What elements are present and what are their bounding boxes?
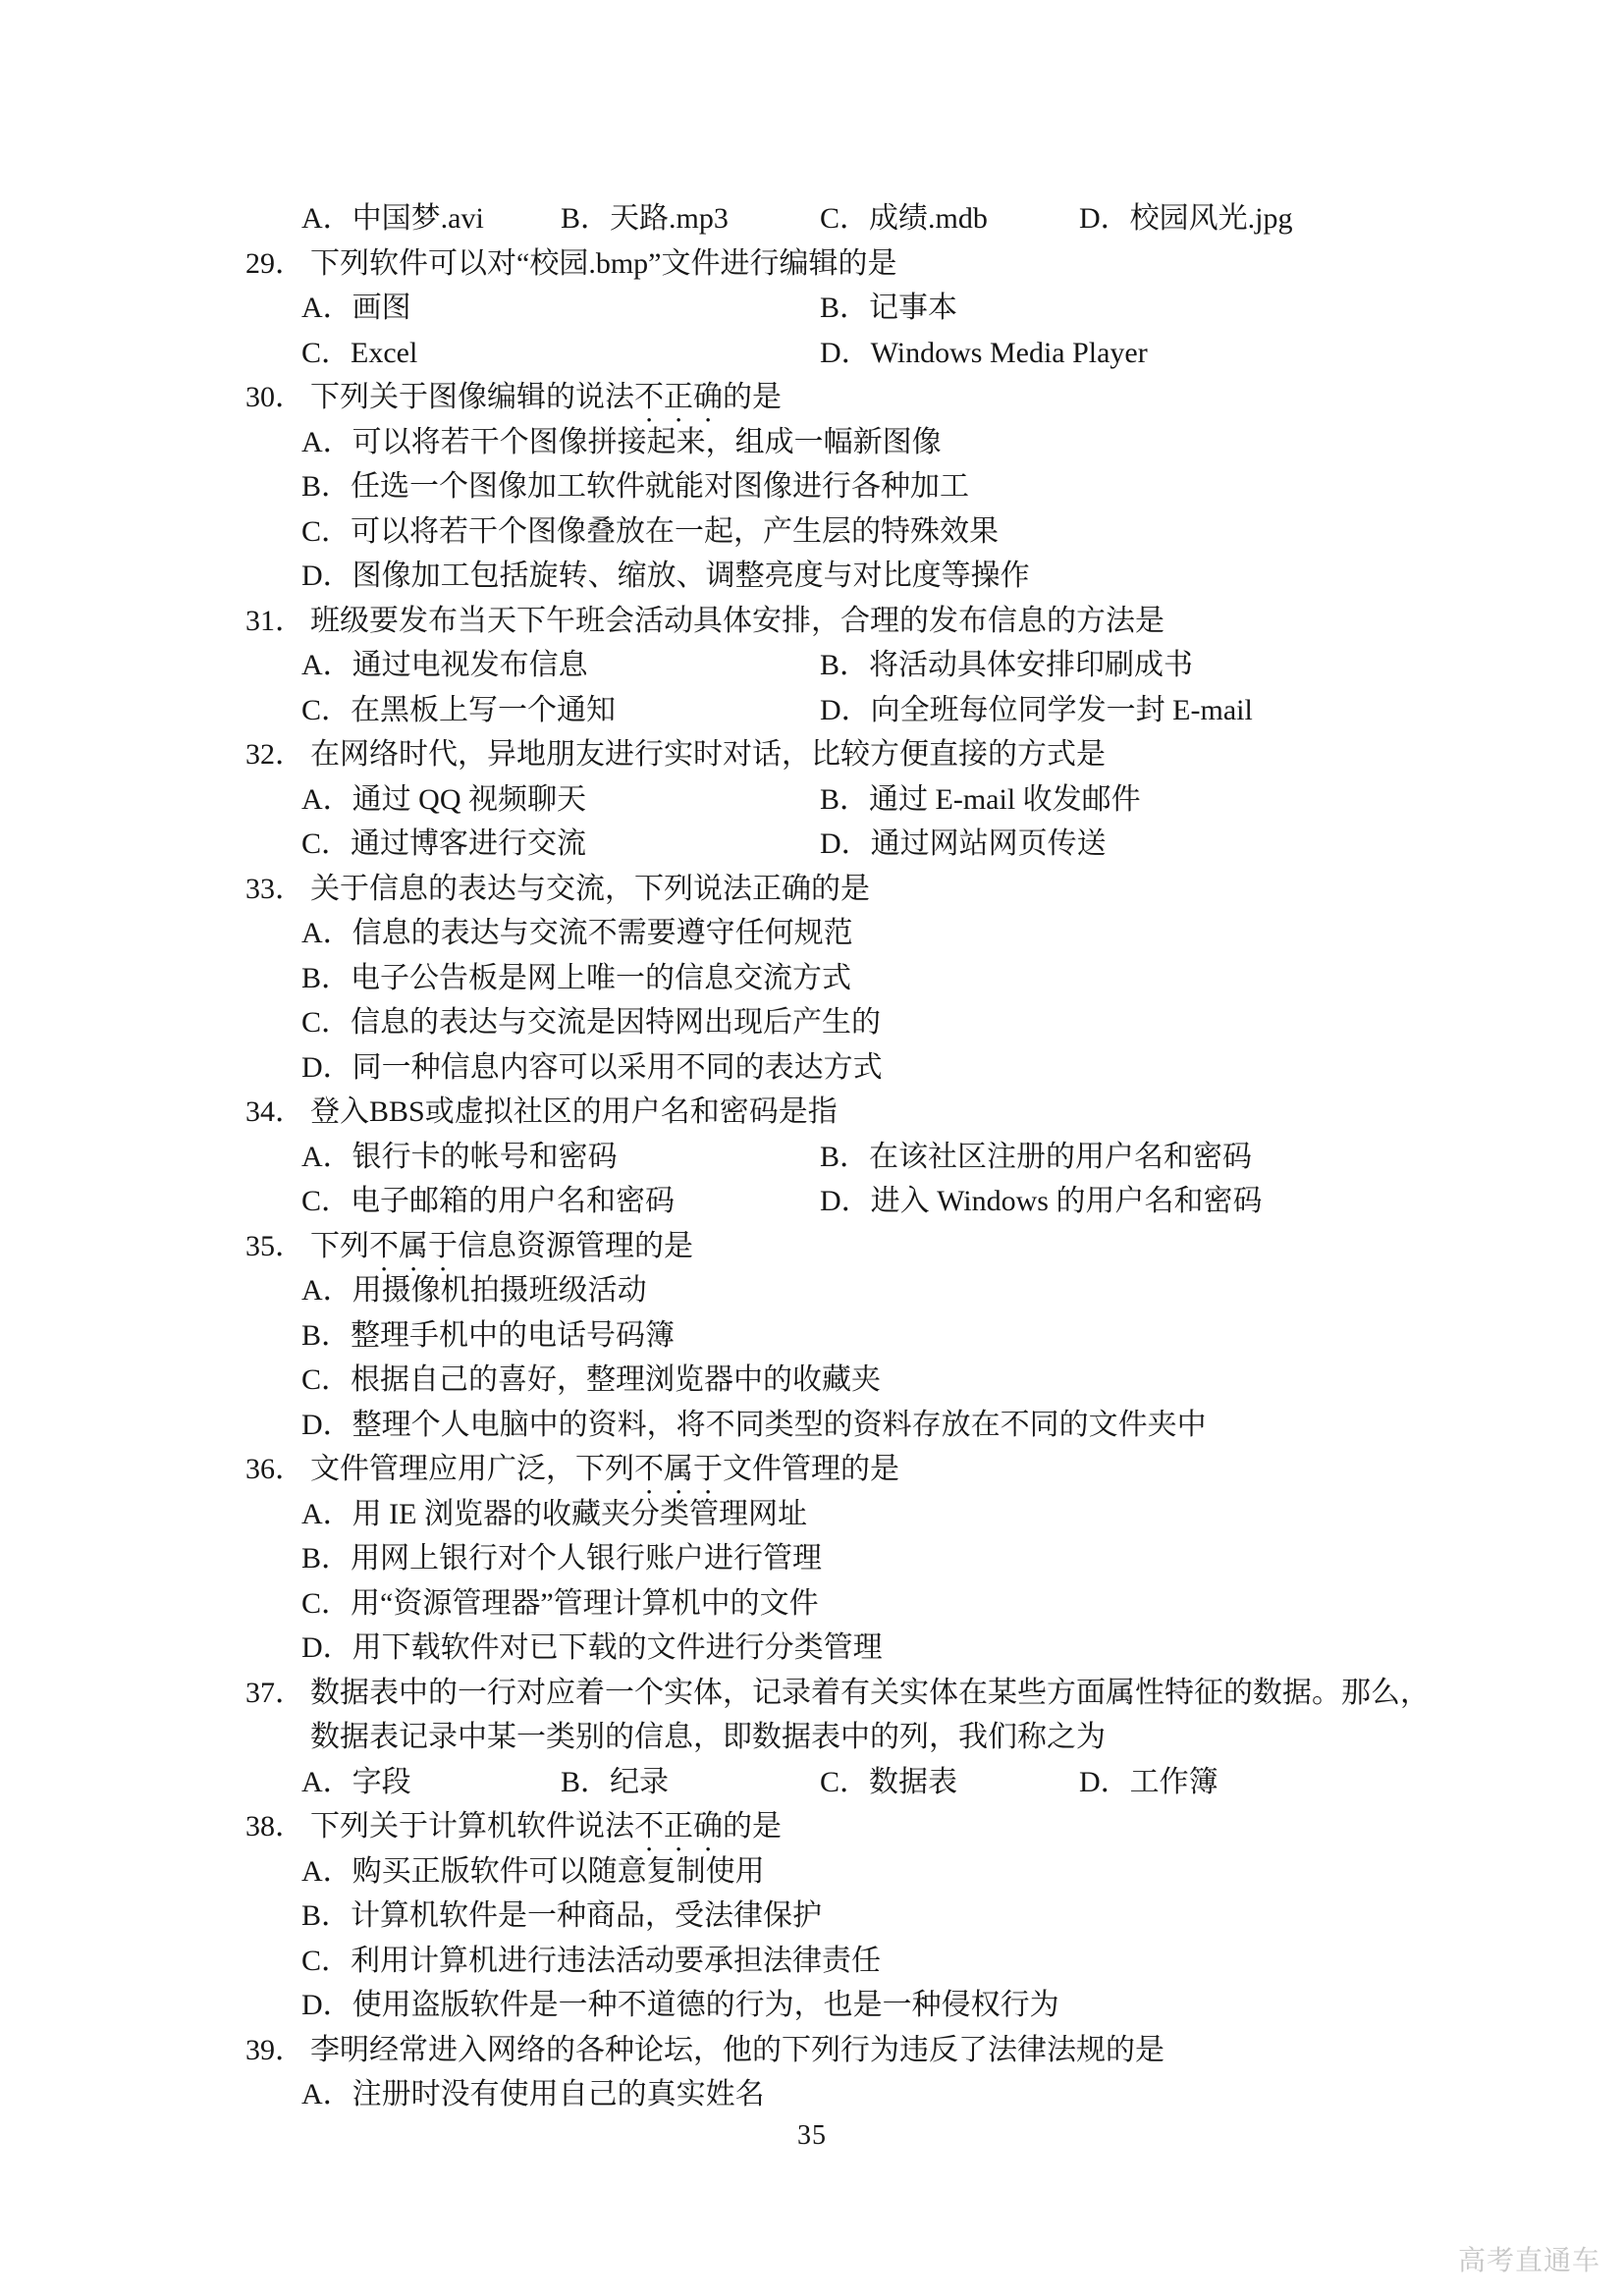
option-label: B． [301, 1542, 352, 1575]
option-text: 利用计算机进行违法活动要承担法律责任 [351, 1944, 882, 1977]
question-title [245, 732, 1492, 777]
question-31 [245, 599, 1492, 733]
option-label: B． [301, 470, 352, 503]
option-a [301, 1135, 820, 1180]
option-a [301, 286, 820, 331]
option-d [820, 688, 1253, 733]
option-text: 购买正版软件可以随意复制使用 [352, 1854, 765, 1888]
option-text: 用 IE 浏览器的收藏夹分类管理网址 [352, 1497, 807, 1530]
question-37 [245, 1671, 1492, 1805]
question-text: 文件管理应用广泛，下列 [310, 1453, 634, 1485]
question-number: 38． [245, 1810, 304, 1842]
option-label: A． [301, 425, 352, 458]
watermark: 高考直通车 [1457, 2245, 1600, 2275]
question-title [245, 2028, 1492, 2073]
option-label: A． [301, 292, 352, 324]
option-text: 可以将若干个图像拼接起来，组成一幅新图像 [352, 425, 942, 458]
option-label: C． [301, 336, 352, 369]
option-b [820, 1135, 1252, 1180]
option-label: A． [301, 1140, 352, 1173]
question-title [245, 1224, 1492, 1269]
question-number: 31． [245, 604, 304, 637]
option-d [820, 1179, 1262, 1224]
option-text: 校园风光.jpg [1129, 202, 1293, 235]
option-label: C． [820, 1765, 870, 1798]
question-number: 39． [245, 2033, 304, 2066]
option-d [1079, 1760, 1218, 1805]
option-text: 成绩.mdb [869, 202, 988, 235]
option-label: B． [301, 1899, 352, 1932]
option-label: C． [301, 1944, 352, 1977]
option-label: A． [301, 1765, 352, 1798]
option-b [245, 1894, 1492, 1939]
option-text: 画图 [352, 292, 411, 324]
option-text: 通过 E-mail 收发邮件 [869, 782, 1141, 816]
option-label: A． [301, 649, 352, 681]
option-label: A． [301, 2078, 352, 2110]
option-label: D． [820, 828, 871, 860]
option-text: 整理个人电脑中的资料，将不同类型的资料存放在不同的文件夹中 [352, 1408, 1207, 1441]
option-b [245, 1313, 1492, 1359]
option-text: 信息的表达与交流是因特网出现后产生的 [351, 1006, 882, 1039]
option-text: 工作簿 [1129, 1765, 1218, 1798]
option-text: Excel [351, 336, 418, 369]
question-text-emphasized: 不正确 [634, 1810, 723, 1842]
option-c [820, 196, 1079, 241]
option-d [820, 331, 1148, 376]
question-33 [245, 867, 1492, 1091]
option-label: A． [301, 1854, 352, 1888]
options-row [245, 1179, 1492, 1224]
option-c [245, 1581, 1492, 1627]
option-c [245, 1000, 1492, 1045]
option-label: B． [820, 1140, 870, 1173]
option-text: 通过 QQ 视频聊天 [352, 782, 587, 816]
question-30 [245, 375, 1492, 599]
question-text: 下列关于图像编辑的说法 [310, 381, 634, 413]
page-number: 35 [797, 2120, 827, 2151]
option-c [301, 688, 820, 733]
question-text-emphasized: 不属于 [634, 1453, 723, 1485]
question-36 [245, 1447, 1492, 1671]
option-text: 通过博客进行交流 [351, 828, 587, 860]
question-title [245, 867, 1492, 912]
option-text: 数据表 [869, 1765, 958, 1798]
question-title [245, 1447, 1492, 1492]
option-b [820, 286, 957, 331]
option-c [245, 1358, 1492, 1403]
option-text: 信息的表达与交流不需要遵守任何规范 [352, 917, 853, 949]
question-title [245, 1671, 1492, 1716]
option-d [245, 1045, 1492, 1091]
option-b [820, 643, 1193, 688]
option-label: C． [301, 693, 352, 726]
option-label: C． [301, 828, 352, 860]
question-title [245, 599, 1492, 644]
option-text: 在黑板上写一个通知 [351, 693, 617, 726]
question-38 [245, 1804, 1492, 2028]
option-label: C． [301, 1006, 352, 1039]
options-row [245, 331, 1492, 376]
option-label: A． [301, 202, 352, 235]
option-text: 在该社区注册的用户名和密码 [869, 1140, 1253, 1173]
option-label: D． [820, 693, 871, 726]
option-text: 天路.mp3 [610, 202, 729, 235]
question-text-emphasized: 不正确 [634, 381, 723, 413]
question-number: 29． [245, 246, 304, 280]
option-a [245, 911, 1492, 956]
question-title [245, 1804, 1492, 1849]
question-text-tail: 信息资源管理的是 [458, 1229, 693, 1262]
options-row [245, 822, 1492, 867]
option-label: B． [820, 649, 870, 681]
question-text: 关于信息的表达与交流，下列说法正确的是 [310, 872, 870, 905]
option-label: C． [301, 514, 352, 548]
option-text: 整理手机中的电话号码簿 [351, 1318, 676, 1352]
option-text: 通过电视发布信息 [352, 649, 588, 681]
option-a [301, 777, 820, 823]
options-row [245, 688, 1492, 733]
option-text: 中国梦.avi [352, 202, 484, 235]
option-a [245, 1849, 1492, 1895]
option-text: 将活动具体安排印刷成书 [869, 649, 1194, 681]
question-text-tail: 文件管理的是 [723, 1453, 899, 1485]
option-text: 注册时没有使用自己的真实姓名 [352, 2078, 765, 2110]
option-label: B． [561, 202, 611, 235]
exam-content [245, 196, 1492, 2117]
option-d [245, 1983, 1492, 2028]
option-label: B． [301, 961, 352, 994]
question-title-line2: 数据表记录中某一类别的信息，即数据表中的列，我们称之为 [310, 1721, 1106, 1753]
option-c [301, 331, 820, 376]
question-text: 下列软件可以对“校园.bmp”文件进行编辑的是 [310, 246, 897, 280]
question-text: 李明经常进入网络的各种论坛，他的下列行为违反了法律法规的是 [310, 2033, 1164, 2066]
option-text: Windows Media Player [870, 336, 1148, 369]
option-text: 字段 [352, 1765, 411, 1798]
question-text: 在网络时代，异地朋友进行实时对话，比较方便直接的方式是 [310, 738, 1106, 771]
question-number: 36． [245, 1453, 304, 1485]
option-text: 可以将若干个图像叠放在一起，产生层的特殊效果 [351, 514, 1000, 548]
option-a [301, 1760, 561, 1805]
option-label: D． [301, 1631, 352, 1664]
option-text: 纪录 [610, 1765, 670, 1798]
option-c [301, 1179, 820, 1224]
option-text: 电子公告板是网上唯一的信息交流方式 [351, 961, 852, 994]
option-text: 同一种信息内容可以采用不同的表达方式 [352, 1050, 883, 1084]
option-text: 任选一个图像加工软件就能对图像进行各种加工 [351, 470, 970, 503]
option-a [245, 420, 1492, 465]
option-label: A． [301, 1497, 352, 1530]
option-label: B． [820, 292, 870, 324]
question-text-tail: 的是 [723, 1810, 782, 1842]
question-34 [245, 1090, 1492, 1224]
option-label: D． [1079, 1765, 1130, 1798]
question-number: 32． [245, 738, 304, 771]
option-text: 用网上银行对个人银行账户进行管理 [351, 1542, 823, 1575]
question-28-options [245, 196, 1492, 241]
options-row [245, 1760, 1492, 1805]
option-a [301, 196, 561, 241]
question-number: 30． [245, 381, 304, 413]
option-b [561, 1760, 820, 1805]
question-text: 下列关于计算机软件说法 [310, 1810, 634, 1842]
options-row [245, 196, 1492, 241]
option-c [245, 1939, 1492, 1984]
option-text: 用下载软件对已下载的文件进行分类管理 [352, 1631, 883, 1664]
option-text: 记事本 [869, 292, 958, 324]
option-d [1079, 196, 1293, 241]
option-text: 银行卡的帐号和密码 [352, 1140, 618, 1173]
option-c [820, 1760, 1079, 1805]
option-text: 通过网站网页传送 [870, 828, 1107, 860]
option-d [245, 1626, 1492, 1671]
option-c [245, 509, 1492, 555]
option-label: C． [820, 202, 870, 235]
question-39 [245, 2028, 1492, 2117]
option-b [820, 777, 1141, 823]
option-text: 向全班每位同学发一封 E-mail [870, 693, 1253, 726]
option-text: 根据自己的喜好，整理浏览器中的收藏夹 [351, 1363, 882, 1396]
option-label: D． [301, 560, 352, 592]
option-label: A． [301, 782, 352, 816]
option-a [245, 1492, 1492, 1537]
question-text-emphasized: 不属于 [369, 1229, 458, 1262]
question-number: 34． [245, 1095, 304, 1128]
option-label: D． [820, 1185, 871, 1217]
option-d [820, 822, 1107, 867]
question-text: 下列 [310, 1229, 369, 1262]
options-row [245, 643, 1492, 688]
option-text: 使用盗版软件是一种不道德的行为，也是一种侵权行为 [352, 1989, 1059, 2021]
option-text: 计算机软件是一种商品，受法律保护 [351, 1899, 823, 1932]
question-title [245, 1090, 1492, 1135]
option-text: 电子邮箱的用户名和密码 [351, 1185, 676, 1217]
option-text: 用摄像机拍摄班级活动 [352, 1274, 647, 1307]
question-32 [245, 732, 1492, 867]
question-number: 35． [245, 1229, 304, 1262]
question-text: 班级要发布当天下午班会活动具体安排，合理的发布信息的方法是 [310, 604, 1164, 637]
option-b [245, 1536, 1492, 1581]
question-number: 37． [245, 1676, 304, 1709]
question-number: 33． [245, 872, 304, 905]
options-row [245, 1135, 1492, 1180]
question-text: 数据表中的一行对应着一个实体，记录着有关实体在某些方面属性特征的数据。那么， [310, 1676, 1430, 1709]
option-label: D． [301, 1989, 352, 2021]
option-label: D． [301, 1408, 352, 1441]
option-a [245, 2072, 1492, 2117]
option-label: D． [820, 336, 871, 369]
option-text: 图像加工包括旋转、缩放、调整亮度与对比度等操作 [352, 560, 1030, 592]
option-label: C． [301, 1185, 352, 1217]
question-title [245, 375, 1492, 420]
option-b [245, 464, 1492, 509]
option-label: C． [301, 1586, 352, 1620]
option-d [245, 1403, 1492, 1448]
question-29 [245, 241, 1492, 376]
question-title [245, 241, 1492, 287]
option-a [245, 1268, 1492, 1313]
question-text: 登入BBS或虚拟社区的用户名和密码是指 [310, 1095, 838, 1128]
question-text-tail: 的是 [723, 381, 782, 413]
option-label: B． [561, 1765, 611, 1798]
option-label: B． [301, 1318, 352, 1352]
question-35 [245, 1224, 1492, 1448]
option-label: D． [301, 1050, 352, 1084]
option-text: 用“资源管理器”管理计算机中的文件 [351, 1586, 819, 1620]
option-label: A． [301, 917, 352, 949]
options-row [245, 777, 1492, 823]
option-b [245, 956, 1492, 1001]
option-a [301, 643, 820, 688]
option-label: C． [301, 1363, 352, 1396]
option-text: 进入 Windows 的用户名和密码 [870, 1185, 1263, 1217]
option-label: D． [1079, 202, 1130, 235]
option-d [245, 554, 1492, 599]
option-label: B． [820, 782, 870, 816]
option-c [301, 822, 820, 867]
option-b [561, 196, 820, 241]
option-label: A． [301, 1274, 352, 1307]
options-row [245, 286, 1492, 331]
